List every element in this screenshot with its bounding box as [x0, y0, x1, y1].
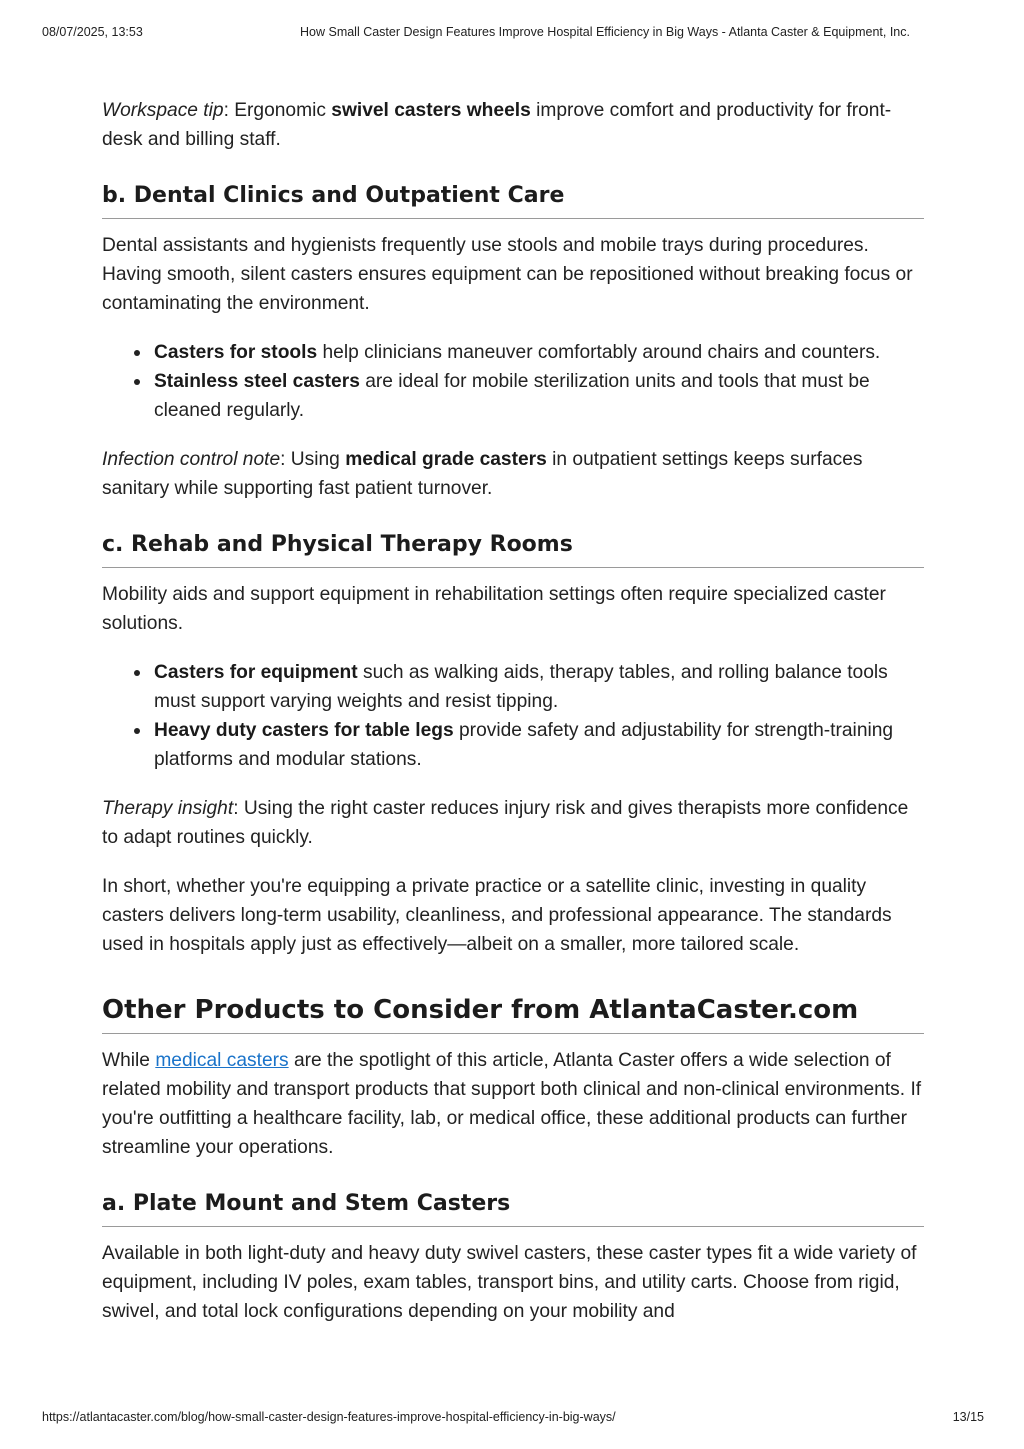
list-item-bold: Casters for equipment — [154, 662, 358, 683]
other-products-heading: Other Products to Consider from AtlantaCaster.com — [102, 992, 924, 1034]
infection-note-label: Infection control note — [102, 449, 281, 470]
list-item — [154, 658, 924, 716]
article-content — [102, 96, 924, 1326]
print-document-title: How Small Caster Design Features Improve Hospital Efficiency in Big Ways - Atlanta Caster & Equipment, Inc. — [300, 25, 910, 39]
infection-note-text-2: in outpatient settings keeps surfaces sanitary while supporting fast patient turnover. — [102, 449, 863, 499]
workspace-tip-paragraph — [102, 96, 924, 154]
section-b-intro: Dental assistants and hygienists frequently use stools and mobile trays during procedures. Having smooth, silent casters ensures equipment can be repositioned without breaking focus or contaminating the environment. — [102, 235, 913, 314]
list-item-bold: Stainless steel casters — [154, 371, 360, 392]
section-b-heading: b. Dental Clinics and Outpatient Care — [102, 181, 924, 219]
bullet-icon — [134, 379, 140, 385]
therapy-insight-text: : Using the right caster reduces injury risk and gives therapists more confidence to adapt routines quickly. — [102, 798, 909, 848]
page-number: 13/15 — [952, 1410, 984, 1424]
other-products-text-2: are the spotlight of this article, Atlanta Caster offers a wide selection of related mobility and transport products that support both clinical and non-clinical environments. If you're outfitting a healthcare facility, lab, or medical office, these additional products can further streamline your operations. — [102, 1050, 922, 1158]
bullet-icon — [134, 350, 140, 356]
print-header — [42, 25, 984, 43]
list-item — [154, 338, 924, 367]
list-item-text: provide safety and adjustability for strength-training platforms and modular stations. — [154, 720, 894, 770]
workspace-tip-bold: swivel casters wheels — [331, 100, 531, 121]
workspace-tip-label: Workspace tip — [102, 100, 224, 121]
list-item-bold: Heavy duty casters for table legs — [154, 720, 454, 741]
section-a-heading: a. Plate Mount and Stem Casters — [102, 1189, 924, 1227]
list-item-text: are ideal for mobile sterilization units and tools that must be cleaned regularly. — [154, 371, 870, 421]
therapy-insight — [102, 794, 924, 852]
infection-control-note — [102, 445, 924, 503]
list-item-bold: Casters for stools — [154, 342, 318, 363]
section-c-intro: Mobility aids and support equipment in rehabilitation settings often require specialized caster solutions. — [102, 584, 886, 634]
list-item — [154, 716, 924, 774]
infection-note-bold: medical grade casters — [345, 449, 547, 470]
list-item — [154, 367, 924, 425]
medical-casters-link[interactable]: medical casters — [155, 1050, 289, 1071]
section-c-bullet-list — [102, 658, 924, 774]
workspace-tip-text-2: improve comfort and productivity for front-desk and billing staff. — [102, 100, 892, 150]
bullet-icon — [134, 670, 140, 676]
other-products-intro — [102, 1046, 924, 1162]
print-url: https://atlantacaster.com/blog/how-small-caster-design-features-improve-hospital-efficiency-in-big-ways/ — [42, 1410, 616, 1424]
print-footer — [42, 1410, 984, 1428]
list-item-text: help clinicians maneuver comfortably around chairs and counters. — [317, 342, 881, 363]
section-a-text: Available in both light-duty and heavy duty swivel casters, these caster types fit a wide variety of equipment, including IV poles, exam tables, transport bins, and utility carts. Choose from rigid, swivel, and total lock configurations depending on your mobility and — [102, 1243, 917, 1322]
print-datetime: 08/07/2025, 13:53 — [42, 25, 143, 39]
section-b-bullet-list — [102, 338, 924, 425]
list-item-text: such as walking aids, therapy tables, and rolling balance tools must support varying weights and resist tipping. — [154, 662, 888, 712]
other-products-text-1: While — [102, 1050, 156, 1071]
workspace-tip-text-1: : Ergonomic — [223, 100, 332, 121]
infection-note-text-1: : Using — [280, 449, 346, 470]
therapy-insight-label: Therapy insight — [102, 798, 234, 819]
bullet-icon — [134, 728, 140, 734]
summary-paragraph: In short, whether you're equipping a private practice or a satellite clinic, investing in quality casters delivers long-term usability, cleanliness, and professional appearance. The standards used in hospitals apply just as effectively—albeit on a smaller, more tailored scale. — [102, 876, 892, 955]
section-c-heading: c. Rehab and Physical Therapy Rooms — [102, 530, 924, 568]
